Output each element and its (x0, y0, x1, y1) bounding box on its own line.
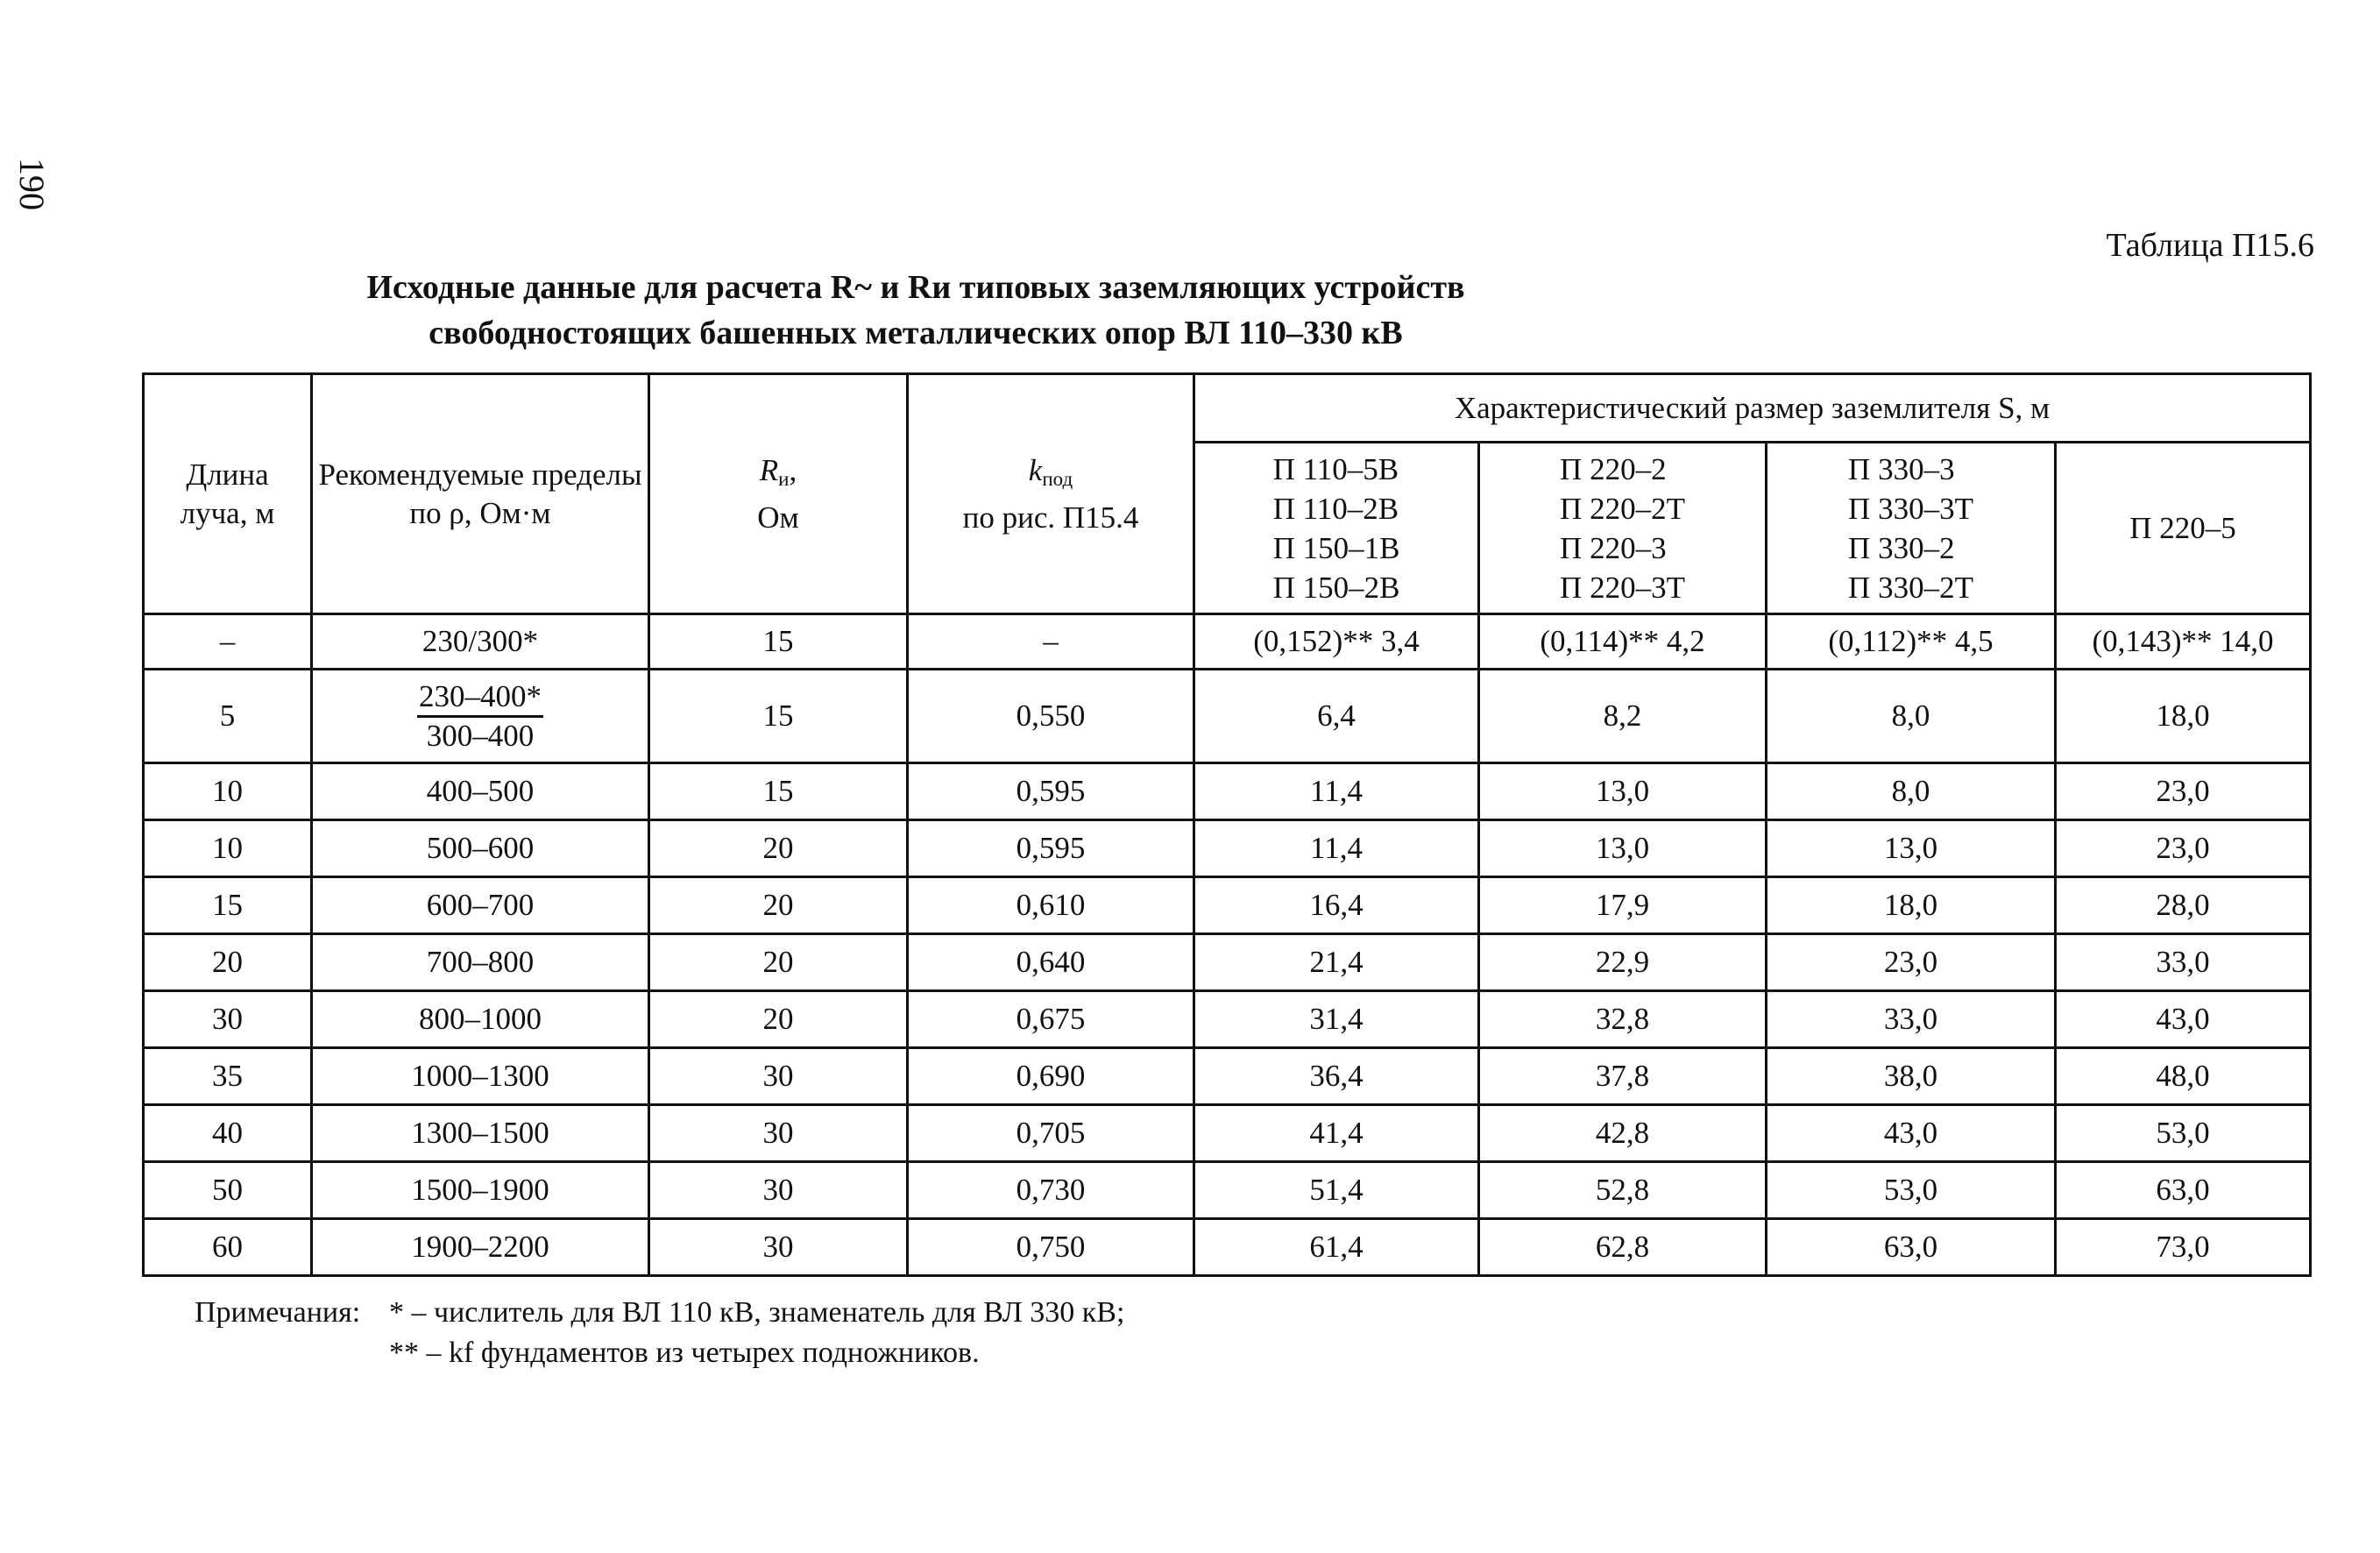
cell: 41,4 (1194, 1105, 1479, 1162)
cell: 800–1000 (312, 991, 649, 1048)
cell: 13,0 (1479, 763, 1767, 820)
cell: 52,8 (1479, 1162, 1767, 1219)
cell: 15 (649, 614, 908, 670)
cell: 0,675 (908, 991, 1194, 1048)
cell: 6,4 (1194, 670, 1479, 763)
cell: 60 (144, 1219, 312, 1276)
cell: 1300–1500 (312, 1105, 649, 1162)
fraction-numerator: 230–400* (417, 678, 543, 718)
cell: 30 (649, 1105, 908, 1162)
cell: 18,0 (1767, 877, 2056, 934)
note-line-1 (195, 1293, 1124, 1333)
header-col3-line: П 330–3Т (1848, 491, 1973, 526)
table-body (144, 614, 2311, 1276)
cell: 1500–1900 (312, 1162, 649, 1219)
cell: 8,0 (1767, 763, 2056, 820)
cell: 62,8 (1479, 1219, 1767, 1276)
header-k (908, 374, 1194, 614)
cell: 20 (649, 934, 908, 991)
cell: 36,4 (1194, 1048, 1479, 1105)
cell: 50 (144, 1162, 312, 1219)
cell: 20 (649, 991, 908, 1048)
header-col4: П 220–5 (2056, 443, 2311, 614)
table-row (144, 1162, 2311, 1219)
note-2: ** – kf фундаментов из четырех подножников. (389, 1337, 980, 1369)
cell: 0,750 (908, 1219, 1194, 1276)
notes-lead: Примечания: (195, 1296, 361, 1329)
header-col2 (1479, 443, 1767, 614)
cell: 15 (649, 763, 908, 820)
cell: 0,690 (908, 1048, 1194, 1105)
cell: 23,0 (2056, 763, 2311, 820)
cell: 32,8 (1479, 991, 1767, 1048)
cell: 11,4 (1194, 763, 1479, 820)
cell: 10 (144, 763, 312, 820)
header-ri-symbol: R (759, 452, 779, 487)
fraction-cell (312, 670, 649, 763)
header-col3 (1767, 443, 2056, 614)
cell: 23,0 (1767, 934, 2056, 991)
cell: 43,0 (1767, 1105, 2056, 1162)
cell: 13,0 (1479, 820, 1767, 877)
header-col3-line: П 330–2Т (1848, 570, 1973, 605)
cell: – (144, 614, 312, 670)
cell: 51,4 (1194, 1162, 1479, 1219)
cell: 0,595 (908, 763, 1194, 820)
cell: 8,0 (1767, 670, 2056, 763)
cell: 230/300* (312, 614, 649, 670)
cell: 1000–1300 (312, 1048, 649, 1105)
cell: 700–800 (312, 934, 649, 991)
cell: 63,0 (1767, 1219, 2056, 1276)
cell: 15 (144, 877, 312, 934)
cell: 43,0 (2056, 991, 2311, 1048)
table-title-line2: свободностоящих башенных металлических опор ВЛ 110–330 кВ (429, 315, 1403, 351)
header-col1-line: П 150–2В (1272, 570, 1400, 605)
cell: 20 (144, 934, 312, 991)
cell: 18,0 (2056, 670, 2311, 763)
header-col1-line: П 110–5В (1272, 451, 1399, 486)
cell: (0,152)** 3,4 (1194, 614, 1479, 670)
cell: (0,143)** 14,0 (2056, 614, 2311, 670)
cell: 21,4 (1194, 934, 1479, 991)
table-row (144, 1048, 2311, 1105)
header-col3-line: П 330–3 (1848, 451, 1955, 486)
table-title-line1: Исходные данные для расчета R~ и Rи типовых заземляющих устройств (366, 269, 1465, 306)
note-1: * – числитель для ВЛ 110 кВ, знаменатель для ВЛ 330 кВ; (389, 1296, 1125, 1329)
cell: 35 (144, 1048, 312, 1105)
cell: 10 (144, 820, 312, 877)
header-col1 (1194, 443, 1479, 614)
cell: 53,0 (2056, 1105, 2311, 1162)
cell: 0,550 (908, 670, 1194, 763)
header-ri: $R_и$, Ом (649, 374, 908, 614)
cell: 63,0 (2056, 1162, 2311, 1219)
grounding-data-table (142, 372, 2312, 1277)
table-row (144, 670, 2311, 763)
table-notes (195, 1293, 1124, 1373)
cell: 33,0 (2056, 934, 2311, 991)
cell: 30 (649, 1048, 908, 1105)
cell: – (908, 614, 1194, 670)
table-row (144, 877, 2311, 934)
cell: 37,8 (1479, 1048, 1767, 1105)
fraction-denominator: 300–400 (426, 718, 535, 753)
cell: 33,0 (1767, 991, 2056, 1048)
cell: 48,0 (2056, 1048, 2311, 1105)
cell: 73,0 (2056, 1219, 2311, 1276)
cell: 0,610 (908, 877, 1194, 934)
cell: 40 (144, 1105, 312, 1162)
cell: 31,4 (1194, 991, 1479, 1048)
cell: 11,4 (1194, 820, 1479, 877)
header-col1-line: П 110–2В (1272, 491, 1399, 526)
cell: 17,9 (1479, 877, 1767, 934)
header-rho: Рекомендуемые пределы по ρ, Ом·м (312, 374, 649, 614)
table-row (144, 763, 2311, 820)
header-col2-line: П 220–2 (1560, 451, 1667, 486)
cell: 600–700 (312, 877, 649, 934)
cell: 15 (649, 670, 908, 763)
header-group: Характеристический размер заземлителя S, м (1194, 374, 2311, 443)
cell: (0,112)** 4,5 (1767, 614, 2056, 670)
cell: 23,0 (2056, 820, 2311, 877)
cell: 13,0 (1767, 820, 2056, 877)
table-row (144, 820, 2311, 877)
cell: 42,8 (1479, 1105, 1767, 1162)
header-col2-line: П 220–3Т (1560, 570, 1685, 605)
header-length: Длина луча, м (144, 374, 312, 614)
cell: 20 (649, 820, 908, 877)
cell: 16,4 (1194, 877, 1479, 934)
cell: 28,0 (2056, 877, 2311, 934)
cell: 8,2 (1479, 670, 1767, 763)
cell: 53,0 (1767, 1162, 2056, 1219)
cell: 400–500 (312, 763, 649, 820)
header-col2-line: П 220–2Т (1560, 491, 1685, 526)
header-k-sub: под (1042, 467, 1073, 490)
cell: 30 (649, 1162, 908, 1219)
cell: 61,4 (1194, 1219, 1479, 1276)
cell: 30 (144, 991, 312, 1048)
table-row (144, 1219, 2311, 1276)
header-ri-sub: и (778, 467, 790, 490)
header-col3-line: П 330–2 (1848, 530, 1955, 565)
header-col2-line: П 220–3 (1560, 530, 1667, 565)
cell: 1900–2200 (312, 1219, 649, 1276)
cell: 30 (649, 1219, 908, 1276)
cell: (0,114)** 4,2 (1479, 614, 1767, 670)
page-number: 190 (12, 158, 52, 210)
cell: 22,9 (1479, 934, 1767, 991)
header-k-symbol: k (1028, 452, 1043, 487)
cell: 38,0 (1767, 1048, 2056, 1105)
header-k-ref: по рис. П15.4 (962, 500, 1139, 535)
cell: 0,730 (908, 1162, 1194, 1219)
table-row (144, 1105, 2311, 1162)
cell: 5 (144, 670, 312, 763)
table-row (144, 991, 2311, 1048)
table-row (144, 934, 2311, 991)
table-row (144, 614, 2311, 670)
cell: 0,595 (908, 820, 1194, 877)
cell: 0,640 (908, 934, 1194, 991)
table-label: Таблица П15.6 (2106, 227, 2314, 264)
header-col1-line: П 150–1В (1272, 530, 1400, 565)
header-ri-unit: Ом (757, 500, 799, 535)
cell: 500–600 (312, 820, 649, 877)
cell: 20 (649, 877, 908, 934)
cell: 0,705 (908, 1105, 1194, 1162)
